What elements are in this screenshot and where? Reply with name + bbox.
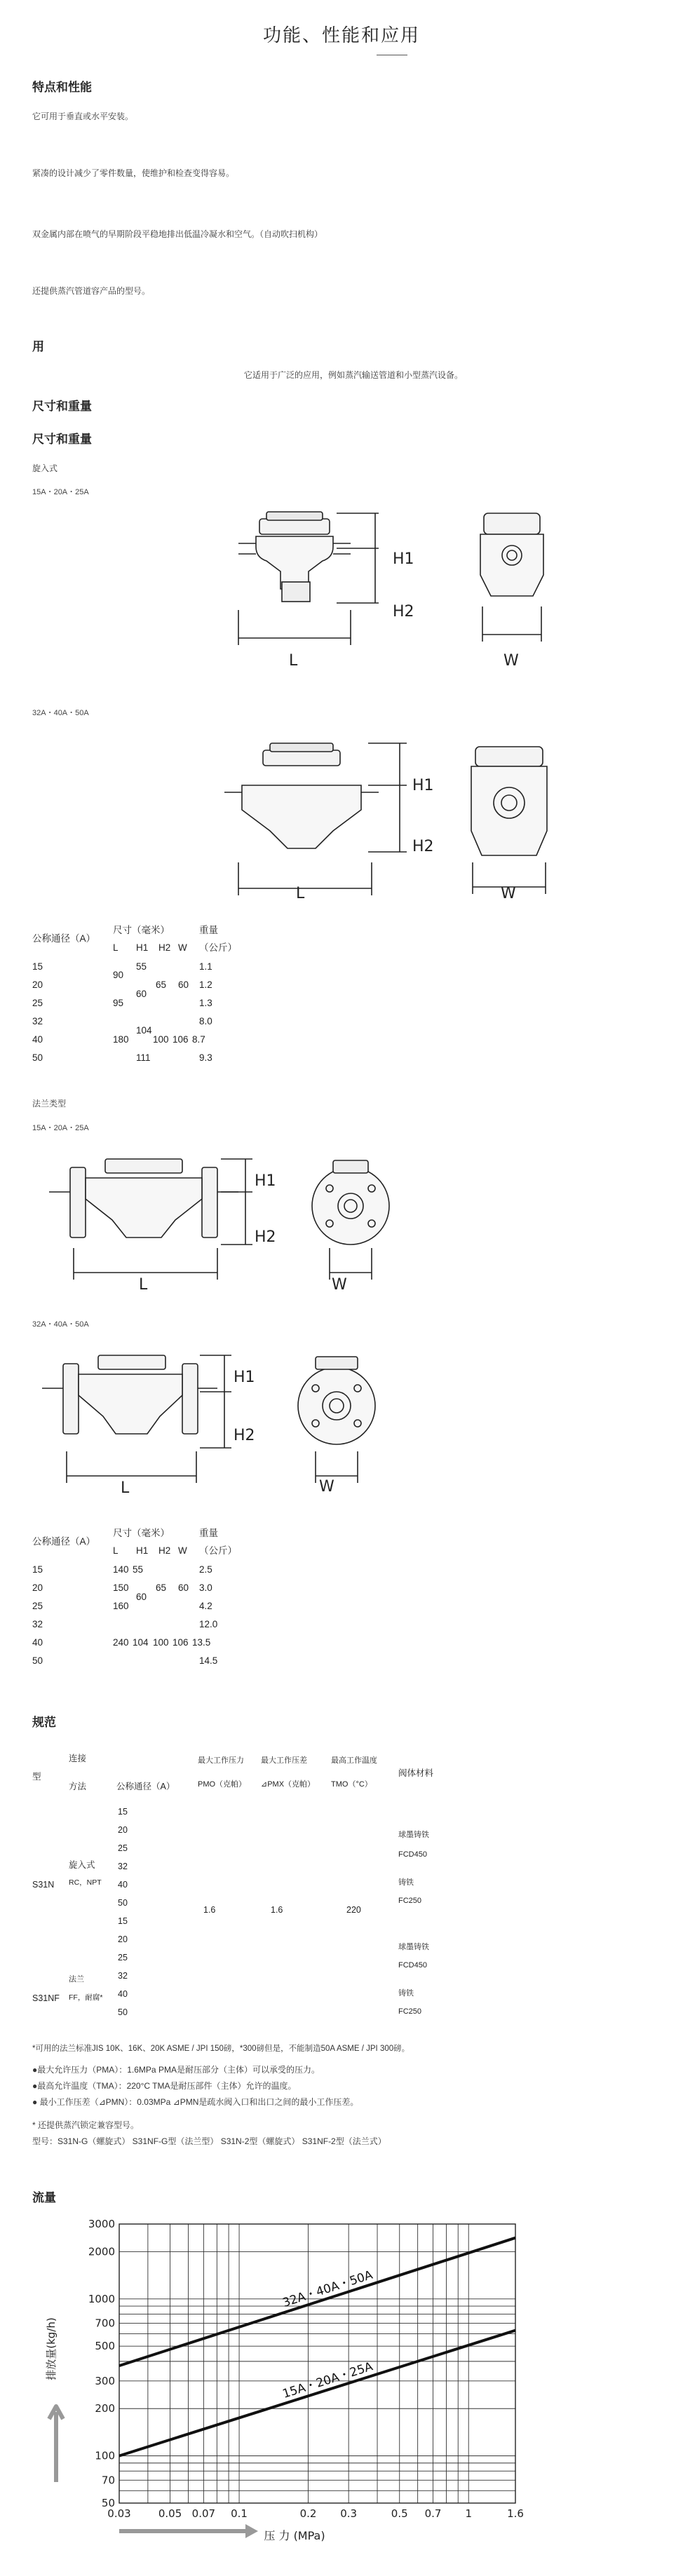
- y-tick-label: 500: [95, 2340, 115, 2353]
- sub-l: L: [113, 1545, 119, 1556]
- sub-weight: （公斤）: [199, 942, 237, 953]
- w-cell: 106: [173, 1034, 189, 1045]
- usage-heading: 用: [32, 340, 44, 353]
- weight-cell: 2.5: [199, 1564, 212, 1575]
- series-line: [119, 2331, 515, 2456]
- l-cell: 90: [113, 970, 124, 980]
- size-cell: 25: [118, 1843, 128, 1853]
- sub-w: W: [178, 1545, 187, 1556]
- w-cell: 60: [178, 979, 189, 990]
- col-method: 方法: [69, 1782, 87, 1791]
- material-cell: FC250: [398, 1897, 422, 1905]
- specs-heading: 规范: [32, 1716, 56, 1729]
- dim-l-label: L: [296, 885, 305, 902]
- material-cell: 球墨铸铁: [398, 1831, 429, 1839]
- screw-trap-drawing-small: [224, 505, 673, 673]
- dim-l-label: L: [139, 1276, 148, 1294]
- col-pmx-sub: ⊿PMX（克帕）: [261, 1780, 316, 1789]
- h2-cell: 100: [153, 1034, 169, 1045]
- weight-cell: 13.5: [192, 1637, 211, 1648]
- l-cell: 95: [113, 998, 124, 1008]
- l-cell: 140: [113, 1564, 129, 1575]
- material-cell: 铸铁: [398, 1989, 414, 1998]
- note-steam-lock: * 还提供蒸汽锁定兼容型号。: [32, 2120, 140, 2130]
- size-range-label: 32A・40A・50A: [32, 1320, 89, 1329]
- specs-table: [32, 1746, 663, 2026]
- chart-frame: [119, 2224, 515, 2503]
- weight-cell: 4.2: [199, 1601, 212, 1611]
- material-cell: 铸铁: [398, 1878, 414, 1887]
- y-tick-label: 2000: [88, 2245, 115, 2258]
- col-dims: 尺寸（毫米）: [113, 925, 170, 935]
- note-pmn: ● 最小工作压差（⊿PMN）：0.03MPa ⊿PMN是疏水阀入口和出口之间的最小工作压差。: [32, 2097, 359, 2107]
- dim-h2-label: H2: [412, 838, 434, 855]
- dim-h1-label: H1: [255, 1172, 276, 1190]
- material-cell: FCD450: [398, 1961, 427, 1970]
- conn-cell: 旋入式: [69, 1860, 95, 1870]
- x-tick-label: 0.03: [107, 2507, 131, 2520]
- col-material: 阀体材料: [398, 1768, 434, 1778]
- col-dims: 尺寸（毫米）: [113, 1528, 170, 1538]
- page-title: 功能、性能和应用: [262, 25, 420, 46]
- conn-sub-cell: FF，耐腐*: [69, 1993, 103, 2002]
- weight-cell: 3.0: [199, 1582, 212, 1593]
- x-tick-label: 0.05: [158, 2507, 182, 2520]
- weight-cell: 8.0: [199, 1016, 212, 1026]
- nominal-cell: 50: [32, 1052, 43, 1063]
- y-tick-label: 300: [95, 2374, 115, 2387]
- conn-cell: 法兰: [69, 1975, 84, 1984]
- screw-type-label: 旋入式: [32, 463, 58, 473]
- sub-l: L: [113, 942, 119, 953]
- dim-h1-label: H1: [393, 550, 414, 568]
- x-axis-label: 压 力 (MPa): [264, 2529, 325, 2542]
- x-tick-label: 0.2: [299, 2507, 317, 2520]
- dimensions-subheading: 尺寸和重量: [32, 433, 92, 446]
- sub-h1: H1: [136, 942, 149, 953]
- note-flange-standard: *可用的法兰标准JIS 10K、16K、20K ASME / JPI 150磅，*300磅但是，不能制造50A ASME / JPI 300磅。: [32, 2045, 410, 2053]
- weight-cell: 1.1: [199, 961, 212, 972]
- screw-dimension-table: [32, 911, 285, 1063]
- weight-cell: 12.0: [199, 1619, 218, 1629]
- dim-w-label: W: [332, 1276, 347, 1294]
- dim-h2-label: H2: [255, 1228, 276, 1246]
- y-tick-label: 70: [101, 2474, 115, 2487]
- nominal-cell: 25: [32, 998, 43, 1008]
- dim-h2-label: H2: [234, 1427, 255, 1444]
- pmx-cell: 1.6: [271, 1905, 283, 1915]
- conn-sub-cell: RC，NPT: [69, 1878, 102, 1887]
- l-cell: 160: [113, 1601, 129, 1611]
- col-pmo-sub: PMO（克帕）: [198, 1780, 247, 1789]
- l-cell: 180: [113, 1034, 129, 1045]
- l-cell: 150: [113, 1582, 129, 1593]
- tmo-cell: 220: [346, 1905, 361, 1915]
- size-cell: 15: [118, 1916, 128, 1926]
- size-cell: 40: [118, 1989, 128, 1999]
- nominal-cell: 40: [32, 1637, 43, 1648]
- note-tma: ●最高允许温度（TMA）：220°C TMA是耐压部件（主体）允许的温度。: [32, 2081, 297, 2091]
- h1-cell: 55: [136, 961, 147, 972]
- col-pmx: 最大工作压差: [261, 1756, 307, 1765]
- x-tick-label: 0.07: [191, 2507, 216, 2520]
- h1-cell: 60: [136, 1592, 147, 1602]
- nominal-cell: 40: [32, 1034, 43, 1045]
- dim-h1-label: H1: [412, 777, 434, 794]
- model-cell: S31N: [32, 1880, 55, 1890]
- size-cell: 32: [118, 1971, 128, 1981]
- features-heading: 特点和性能: [32, 81, 92, 94]
- screw-trap-drawing-large: [210, 733, 673, 901]
- nominal-cell: 15: [32, 961, 43, 972]
- size-cell: 50: [118, 1898, 128, 1908]
- col-tmo: 最高工作温度: [331, 1756, 377, 1765]
- flow-heading: 流量: [32, 2191, 56, 2204]
- flange-dimension-table: [32, 1514, 285, 1676]
- size-range-label: 15A・20A・25A: [32, 1124, 89, 1132]
- col-type: 型: [32, 1772, 41, 1782]
- dim-w-label: W: [501, 885, 516, 902]
- flange-trap-drawing-large: [35, 1336, 428, 1490]
- col-nominal: 公称通径（A）: [116, 1782, 175, 1791]
- nominal-cell: 25: [32, 1601, 43, 1611]
- col-weight: 重量: [199, 925, 218, 935]
- col-nominal: 公称通径（A）: [32, 933, 96, 944]
- col-weight: 重量: [199, 1528, 218, 1538]
- flange-trap-drawing-small: [35, 1139, 428, 1294]
- sub-h2: H2: [158, 942, 171, 953]
- note-models: 型号：S31N-G（螺旋式） S31NF-G型（法兰型） S31N-2型（螺旋式） S31NF-2型（法兰式）: [32, 2136, 386, 2146]
- weight-cell: 1.2: [199, 979, 212, 990]
- col-tmo-sub: TMO（°C）: [331, 1780, 372, 1789]
- note-pma: ●最大允许压力（PMA）：1.6MPa PMA是耐压部分（主体）可以承受的压力。: [32, 2065, 320, 2075]
- size-cell: 15: [118, 1807, 128, 1817]
- dim-h1-label: H1: [234, 1369, 255, 1386]
- x-tick-label: 0.3: [340, 2507, 358, 2520]
- flow-rate-chart: [14, 2209, 524, 2559]
- h1-cell: 104: [133, 1637, 149, 1648]
- feature-item: 它可用于垂直或水平安装。: [32, 111, 134, 121]
- series-label: 15A・20A・25A: [280, 2359, 375, 2401]
- col-pmo: 最大工作压力: [198, 1756, 244, 1765]
- y-tick-label: 1000: [88, 2292, 115, 2305]
- h2-cell: 65: [156, 979, 167, 990]
- weight-cell: 14.5: [199, 1655, 218, 1666]
- size-cell: 40: [118, 1880, 128, 1890]
- size-cell: 32: [118, 1862, 128, 1871]
- size-cell: 20: [118, 1825, 128, 1835]
- nominal-cell: 32: [32, 1619, 43, 1629]
- size-cell: 25: [118, 1953, 128, 1962]
- y-tick-label: 100: [95, 2449, 115, 2462]
- sub-w: W: [178, 942, 187, 953]
- nominal-cell: 15: [32, 1564, 43, 1575]
- x-tick-label: 1.6: [507, 2507, 524, 2520]
- h1-cell: 60: [136, 989, 147, 999]
- dim-w-label: W: [319, 1478, 334, 1496]
- y-tick-label: 200: [95, 2402, 115, 2415]
- series-label: 32A・40A・50A: [280, 2267, 375, 2310]
- x-axis-arrowhead-icon: [245, 2524, 258, 2538]
- dim-l-label: L: [121, 1479, 130, 1497]
- h2-cell: 65: [156, 1582, 167, 1593]
- feature-item: 双金属内部在喷气的早期阶段平稳地排出低温冷凝水和空气。（自动吹扫机构）: [32, 229, 323, 239]
- x-tick-label: 0.1: [231, 2507, 248, 2520]
- col-conn: 连接: [69, 1754, 87, 1763]
- usage-text: 它适用于广泛的应用，例如蒸汽输送管道和小型蒸汽设备。: [244, 370, 464, 380]
- flange-type-label: 法兰类型: [32, 1099, 67, 1109]
- h1-cell: 111: [136, 1052, 151, 1063]
- size-cell: 50: [118, 2007, 128, 2017]
- material-cell: FCD450: [398, 1850, 427, 1859]
- y-axis-label: 排放量(kg/h): [45, 2317, 58, 2380]
- pmo-cell: 1.6: [203, 1905, 216, 1915]
- material-cell: 球墨铸铁: [398, 1943, 429, 1951]
- nominal-cell: 20: [32, 1582, 43, 1593]
- chart-series: [119, 2238, 515, 2456]
- col-nominal: 公称通径（A）: [32, 1536, 96, 1547]
- sub-weight: （公斤）: [199, 1545, 237, 1556]
- y-tick-label: 50: [101, 2497, 115, 2509]
- feature-item: 还提供蒸汽管道容产品的型号。: [32, 286, 151, 296]
- nominal-cell: 32: [32, 1016, 43, 1026]
- h1-cell: 55: [133, 1564, 144, 1575]
- w-cell: 106: [173, 1637, 189, 1648]
- weight-cell: 1.3: [199, 998, 212, 1008]
- h2-cell: 100: [153, 1637, 169, 1648]
- sub-h1: H1: [136, 1545, 149, 1556]
- y-tick-label: 700: [95, 2317, 115, 2330]
- series-line: [119, 2238, 515, 2366]
- x-tick-label: 0.7: [424, 2507, 442, 2520]
- nominal-cell: 20: [32, 979, 43, 990]
- nominal-cell: 50: [32, 1655, 43, 1666]
- h1-cell: 104: [136, 1025, 152, 1036]
- feature-item: 紧凑的设计减少了零件数量，使维护和检查变得容易。: [32, 168, 235, 178]
- x-tick-label: 1: [465, 2507, 472, 2520]
- chart-grid: [119, 2224, 515, 2503]
- weight-cell: 8.7: [192, 1034, 205, 1045]
- sub-h2: H2: [158, 1545, 171, 1556]
- y-axis-arrow-icon: [49, 2406, 63, 2482]
- w-cell: 60: [178, 1582, 189, 1593]
- dimensions-heading: 尺寸和重量: [32, 400, 92, 413]
- size-range-label: 32A・40A・50A: [32, 709, 89, 717]
- material-cell: FC250: [398, 2007, 422, 2016]
- y-tick-label: 3000: [88, 2218, 115, 2230]
- l-cell: 240: [113, 1637, 129, 1648]
- model-cell: S31NF: [32, 1993, 60, 2003]
- weight-cell: 9.3: [199, 1052, 212, 1063]
- size-cell: 20: [118, 1934, 128, 1944]
- dim-l-label: L: [289, 652, 298, 670]
- dim-w-label: W: [503, 652, 519, 670]
- dim-h2-label: H2: [393, 603, 414, 621]
- chart-labels: [45, 2218, 524, 2542]
- x-tick-label: 0.5: [391, 2507, 408, 2520]
- size-range-label: 15A・20A・25A: [32, 488, 89, 496]
